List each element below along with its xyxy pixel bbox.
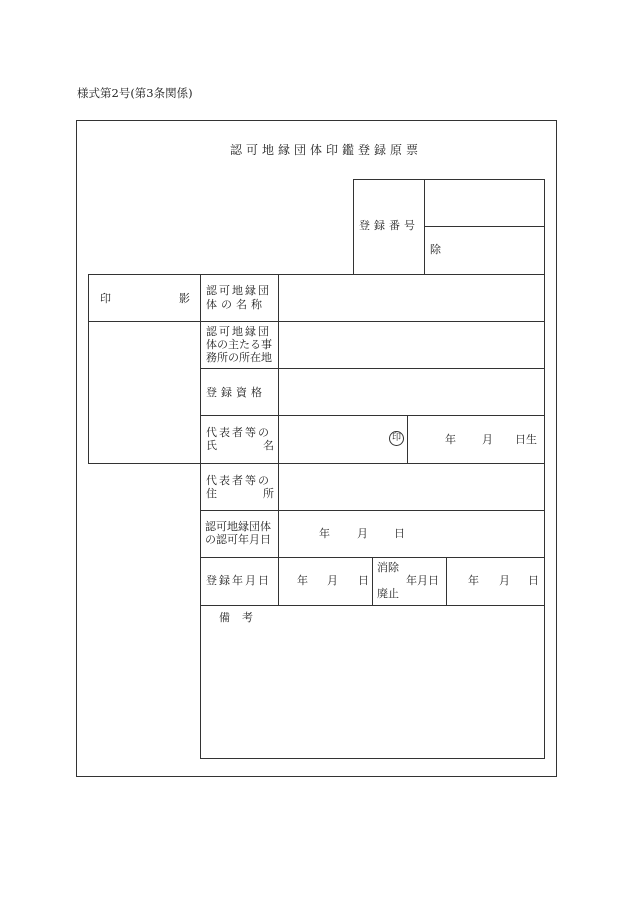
approval-label-line1: 認可地縁団体 (205, 520, 271, 533)
cancel-year-label: 年 (468, 574, 479, 587)
remarks-field[interactable] (204, 630, 540, 754)
representative-name-field[interactable] (282, 418, 386, 458)
abolish-label: 廃止 (377, 587, 399, 600)
row-sep-3 (200, 415, 544, 416)
rep-name-label-line2a: 氏 (206, 439, 217, 452)
cancel-day-label: 日 (528, 574, 539, 587)
seal-label-left: 印 (100, 292, 111, 305)
seal-label-right: 影 (179, 292, 190, 305)
approval-label-line2: の認可年月日 (205, 533, 271, 546)
seal-mark-icon: 印 (389, 431, 404, 446)
cancel-ymd-label: 年月日 (406, 574, 439, 587)
cancel-date-divider (446, 557, 447, 605)
qualification-field[interactable] (282, 371, 540, 411)
seal-header-divider (88, 321, 201, 322)
name-label-line2: 体の名称 (206, 298, 266, 311)
reg-day-label: 日 (358, 574, 369, 587)
organization-name-field[interactable] (282, 277, 540, 317)
row-sep-7 (200, 605, 544, 606)
registration-removal-field[interactable] (446, 232, 540, 270)
birth-year-label: 年 (445, 433, 456, 446)
approval-month-label: 月 (357, 527, 368, 540)
rep-address-label-line2a: 住 (206, 487, 217, 500)
cancellation-date-field[interactable] (450, 560, 540, 600)
reg-year-label: 年 (297, 574, 308, 587)
row-sep-2 (200, 368, 544, 369)
office-label-line2: 体の主たる事 (206, 338, 272, 351)
rep-address-label-line2b: 所 (263, 487, 274, 500)
row-sep-1 (200, 321, 544, 322)
reg-date-divider (372, 557, 373, 605)
birth-month-label: 月 (482, 433, 493, 446)
registration-number-field[interactable] (428, 184, 540, 222)
birth-date-field[interactable] (411, 418, 541, 458)
registration-date-field[interactable] (282, 560, 368, 600)
rep-address-label-line1: 代表者等の (206, 474, 271, 487)
form-header-label: 様式第2号(第3条関係) (77, 86, 193, 100)
seal-impression-area[interactable] (92, 325, 197, 460)
name-label-line1: 認可地縁団 (206, 284, 271, 297)
rep-name-label-line2b: 名 (263, 439, 274, 452)
rep-name-label-line1: 代表者等の (206, 426, 271, 439)
registration-number-label: 登録番号 (359, 219, 419, 232)
row-sep-4 (200, 463, 544, 464)
approval-day-label: 日 (394, 527, 405, 540)
representative-address-field[interactable] (282, 466, 540, 506)
registration-removal-label: 除 (430, 243, 441, 256)
qualification-label: 登録資格 (206, 386, 266, 399)
cancel-label: 消除 (377, 561, 399, 574)
rep-name-divider (407, 415, 408, 463)
row-sep-5 (200, 510, 544, 511)
reg-divider-h (424, 226, 544, 227)
approval-year-label: 年 (319, 527, 330, 540)
reg-date-label: 登録年月日 (206, 574, 271, 587)
approval-date-field[interactable] (282, 513, 540, 553)
office-label-line3: 務所の所在地 (206, 351, 272, 364)
office-address-field[interactable] (282, 324, 540, 364)
office-label-line1: 認可地縁団 (206, 325, 271, 338)
birth-day-label: 日生 (515, 433, 537, 446)
cancel-month-label: 月 (499, 574, 510, 587)
reg-month-label: 月 (327, 574, 338, 587)
label-column-divider (278, 274, 279, 605)
form-title: 認可地縁団体印鑑登録原票 (230, 143, 423, 157)
remarks-label: 備考 (219, 611, 265, 624)
